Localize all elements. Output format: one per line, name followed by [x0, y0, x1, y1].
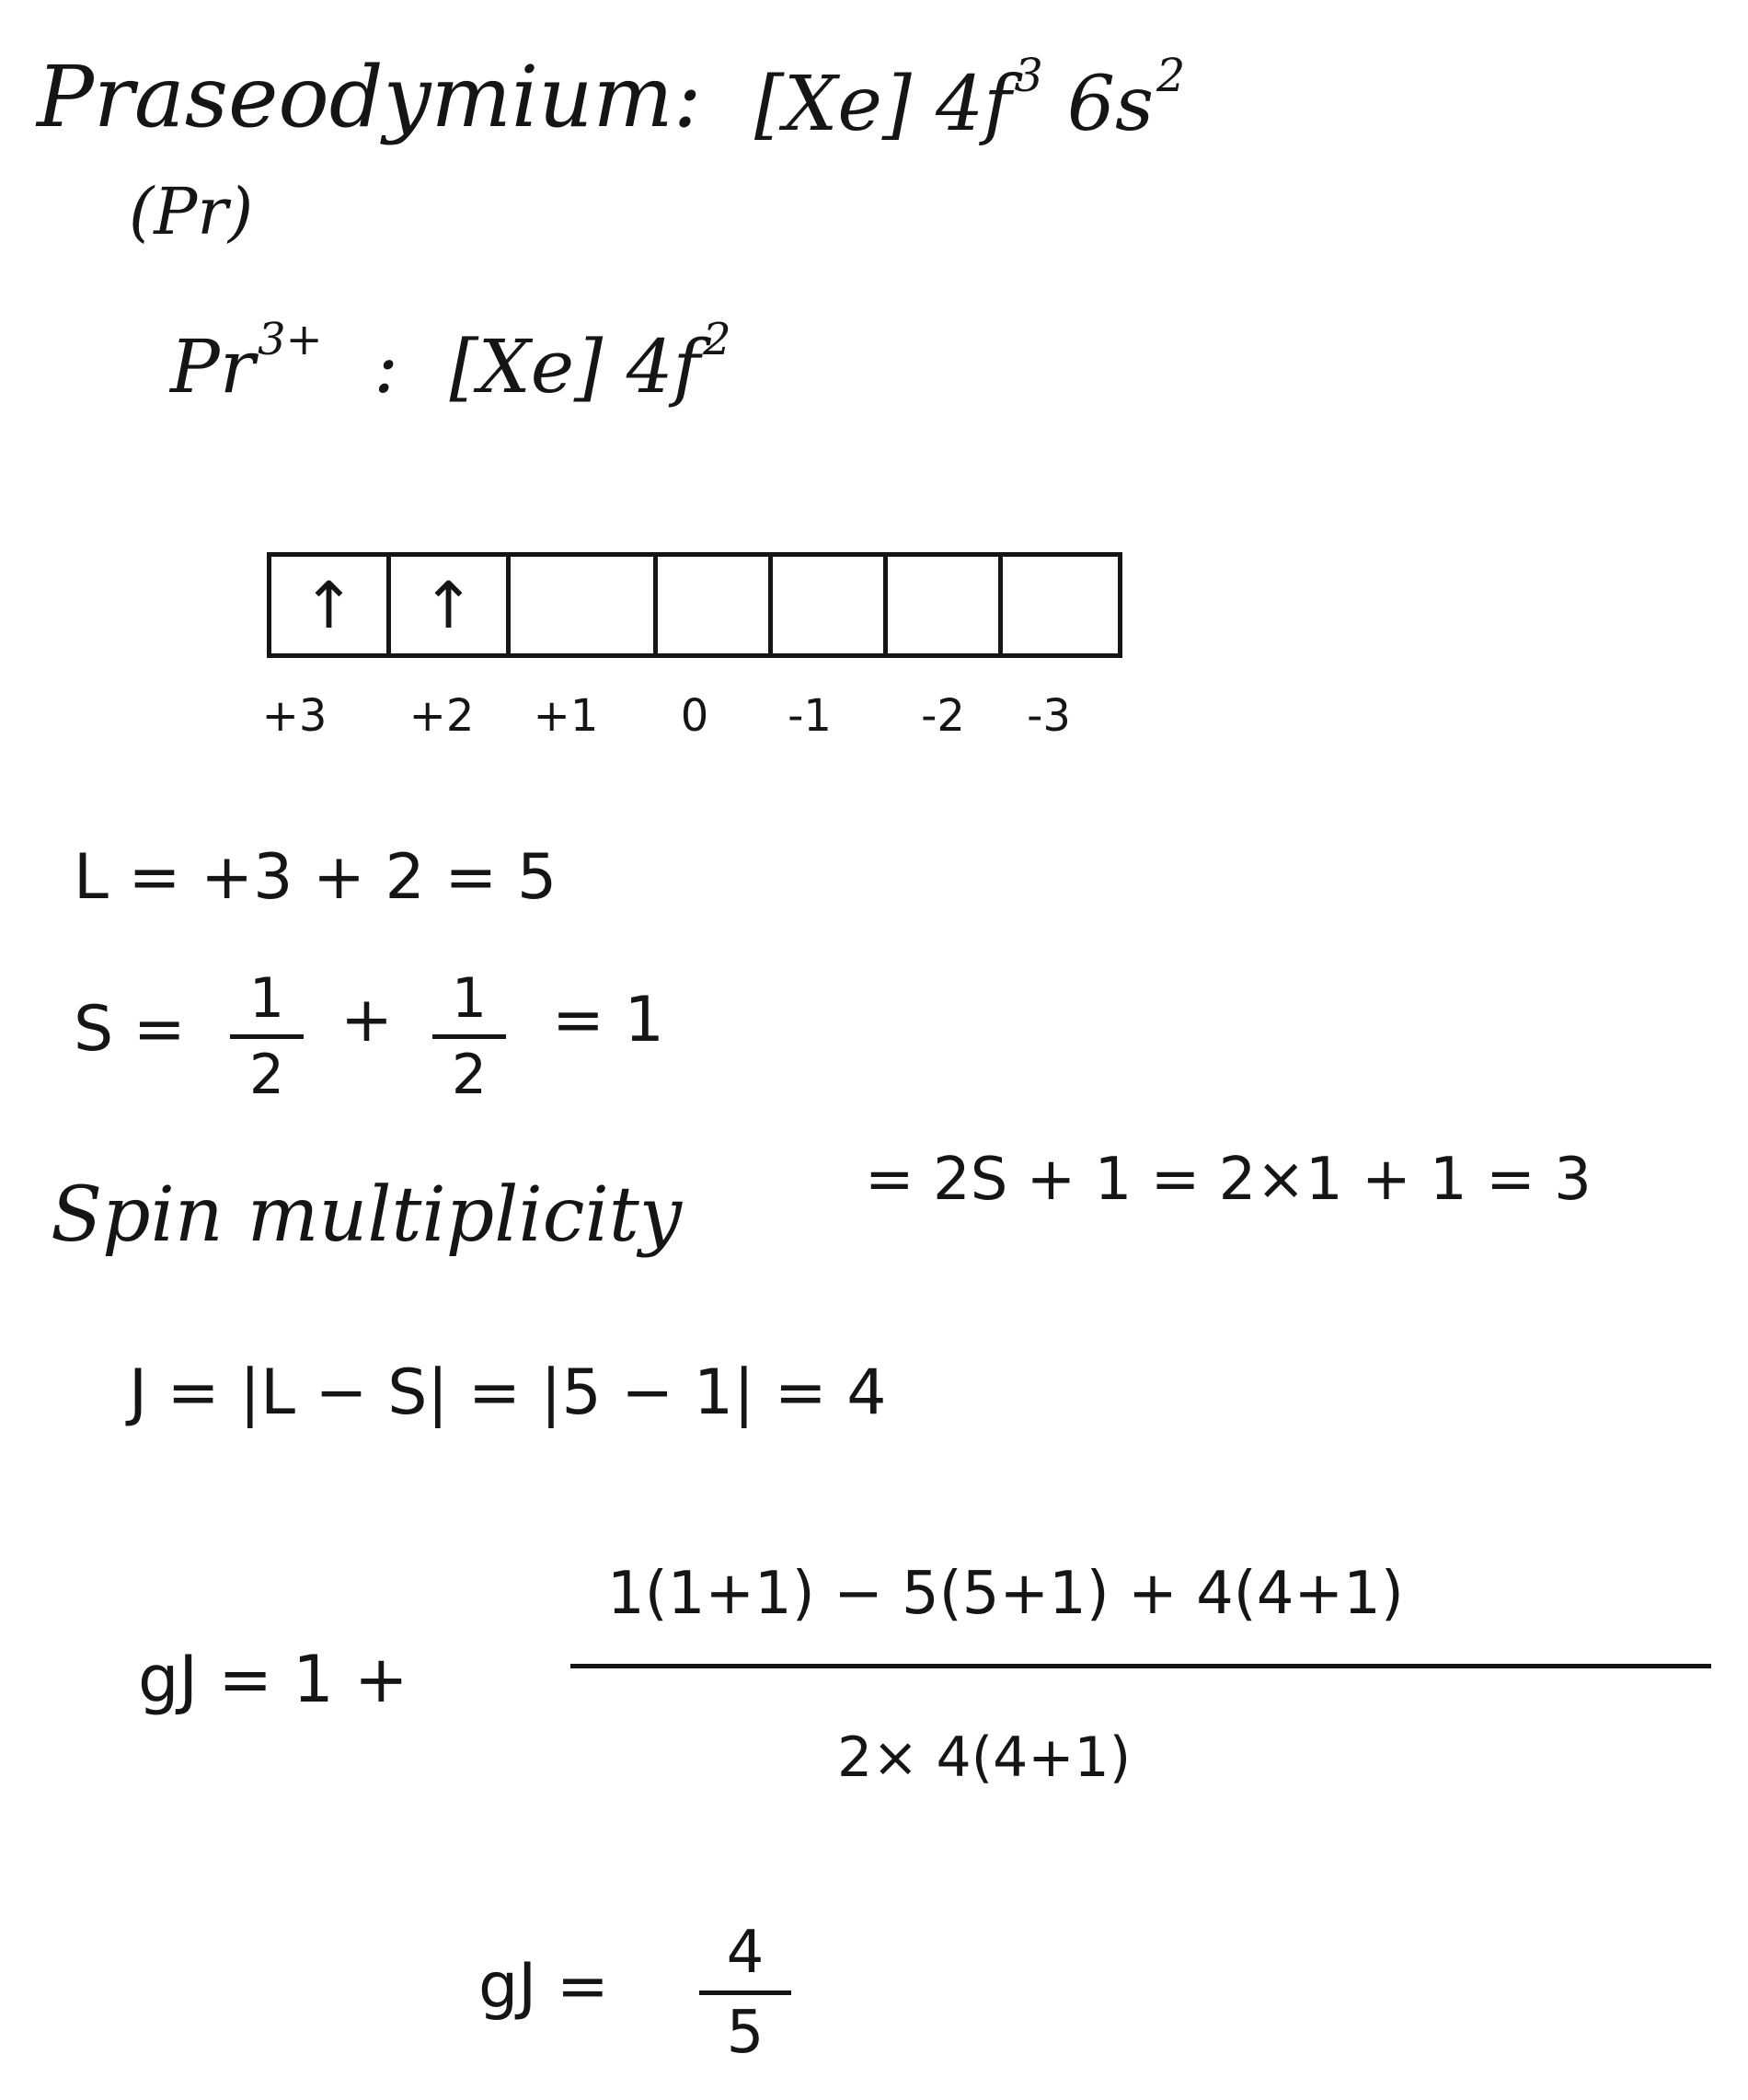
- element-config: [754, 49, 1186, 148]
- ion-colon: :: [374, 323, 399, 410]
- element-config-6s-exp: 2: [1156, 49, 1186, 102]
- orbital-box-4: [653, 552, 773, 658]
- equation-gJ-final-lhs: gJ =: [478, 1950, 609, 2023]
- equation-L: L = +3 + 2 = 5: [74, 841, 558, 914]
- ion-symbol: Pr: [170, 323, 256, 410]
- equation-S-frac1-den: 2: [248, 1043, 285, 1107]
- ml-label-plus2: +2: [408, 690, 475, 742]
- equation-S-frac2-num: 1: [451, 966, 488, 1031]
- ion-config-4f: 4f: [626, 323, 701, 410]
- equation-gJ-final-den: 5: [726, 1999, 765, 2067]
- equation-gJ-final-num: 4: [726, 1919, 765, 1987]
- orbital-box-3: [506, 552, 658, 658]
- ion-config-core: [Xe]: [449, 323, 604, 410]
- equation-gJ-lhs: gJ = 1 +: [138, 1642, 408, 1717]
- ml-label-plus3: +3: [261, 690, 328, 742]
- ml-label-0: 0: [680, 690, 709, 742]
- element-config-4f-exp: 3: [1014, 49, 1043, 102]
- equation-gJ-fraction-bar: [570, 1664, 1711, 1668]
- equation-S-frac2-den: 2: [451, 1043, 488, 1107]
- equation-S-frac1-bar: [230, 1034, 304, 1039]
- ion-line: [170, 314, 731, 410]
- equation-S-frac1-num: 1: [248, 966, 285, 1031]
- equation-gJ-denominator: 2× 4(4+1): [837, 1725, 1132, 1790]
- equation-S-frac2-bar: [432, 1034, 506, 1039]
- ml-label-plus1: +1: [533, 690, 599, 742]
- orbital-box-1: ↑: [267, 552, 391, 658]
- spin-multiplicity-value: = 2S + 1 = 2×1 + 1 = 3: [865, 1146, 1592, 1214]
- element-symbol: (Pr): [129, 174, 254, 249]
- equation-gJ-numerator: 1(1+1) − 5(5+1) + 4(4+1): [607, 1560, 1404, 1628]
- equation-S-frac2: [432, 966, 506, 1107]
- element-config-4f: 4f: [935, 60, 1012, 148]
- ion-charge: 3+: [257, 314, 323, 365]
- equation-S-prefix: S =: [74, 993, 186, 1066]
- orbital-box-7: [998, 552, 1122, 658]
- orbital-box-6: [883, 552, 1003, 658]
- element-config-6s: 6s: [1066, 60, 1155, 148]
- equation-S-frac1: [230, 966, 304, 1107]
- orbital-box-2: ↑: [386, 552, 511, 658]
- equation-gJ-final-bar: [699, 1990, 791, 1995]
- equation-S-result: = 1: [552, 984, 664, 1056]
- orbital-box-5: [768, 552, 888, 658]
- ion-config-4f-exp: 2: [703, 314, 731, 365]
- ml-label-minus3: -3: [1027, 690, 1071, 742]
- ml-label-minus2: -2: [921, 690, 965, 742]
- equation-J: J = |L − S| = |5 − 1| = 4: [129, 1356, 887, 1429]
- spin-multiplicity-label: Spin multiplicity: [51, 1171, 683, 1259]
- element-config-core: [Xe]: [754, 60, 912, 148]
- equation-S-plus: +: [340, 984, 393, 1056]
- element-name: Praseodymium: [37, 48, 673, 146]
- element-name-line: [37, 48, 702, 146]
- ml-label-minus1: -1: [788, 690, 832, 742]
- element-colon: :: [673, 48, 702, 146]
- equation-gJ-final-frac: [699, 1919, 791, 2067]
